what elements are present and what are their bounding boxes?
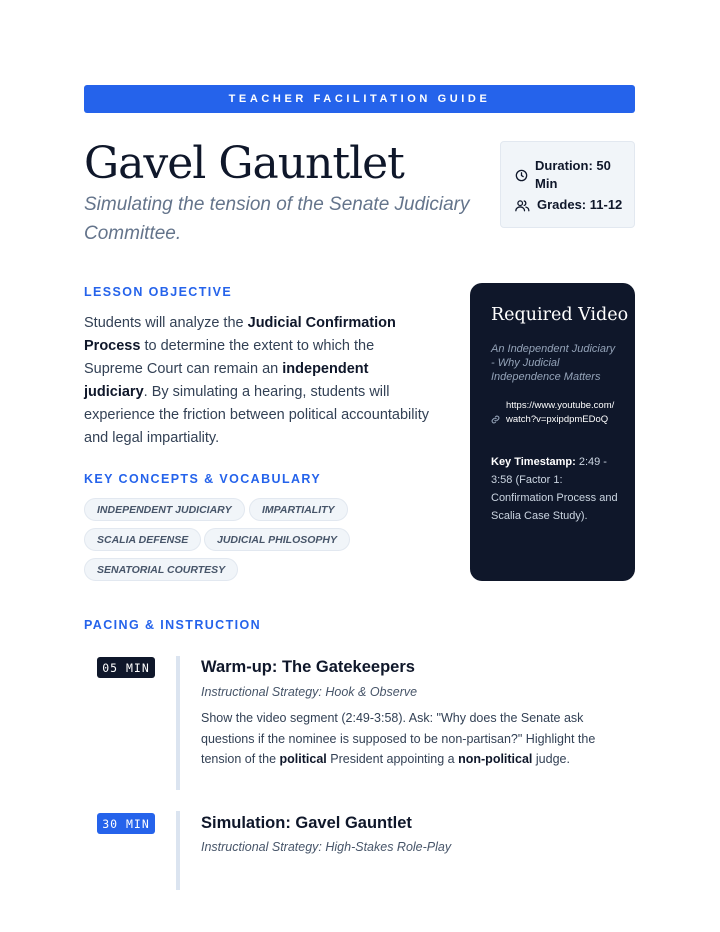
grades-row bbox=[515, 196, 630, 214]
video-subtitle: An Independent Judiciary - Why Judicial Independence Matters bbox=[491, 343, 616, 383]
video-url-link[interactable]: https://www.youtube.com/watch?v=pxipdpmEDoQ bbox=[506, 400, 615, 425]
concept-chip: SCALIA DEFENSE bbox=[84, 528, 201, 551]
emphasis-text: non-political bbox=[458, 752, 533, 766]
body-text: Students will analyze the bbox=[84, 315, 248, 331]
users-icon bbox=[515, 199, 530, 212]
objective-label: LESSON OBJECTIVE bbox=[84, 285, 233, 299]
required-video-card bbox=[470, 283, 635, 581]
timestamp-label: Key Timestamp: bbox=[491, 456, 576, 468]
pace-title: Simulation: Gavel Gauntlet bbox=[201, 814, 412, 832]
duration-row bbox=[515, 157, 630, 193]
body-text: Show the video segment (2:49-3:58). Ask: "Why does the Senate ask questions if the nominee is supposed to be non-partisan?" Highlight the tension of the bbox=[201, 711, 596, 766]
emphasis-text: Judicial Confirmation Process bbox=[84, 315, 396, 354]
grades-text: Grades: 11-12 bbox=[537, 197, 623, 212]
lesson-objective-text bbox=[84, 312, 429, 450]
concept-chip: INDEPENDENT JUDICIARY bbox=[84, 498, 245, 521]
body-text: judge. bbox=[532, 752, 570, 766]
video-card-title: Required Video bbox=[491, 305, 629, 325]
pace-timeline-line bbox=[176, 656, 180, 790]
body-text: President appointing a bbox=[326, 752, 459, 766]
page-title: Gavel Gauntlet bbox=[84, 138, 404, 189]
concept-chip: JUDICIAL PHILOSOPHY bbox=[204, 528, 350, 551]
link-icon bbox=[491, 415, 500, 424]
pace-timeline-line bbox=[176, 811, 180, 890]
concept-chip: SENATORIAL COURTESY bbox=[84, 558, 238, 581]
guide-banner: TEACHER FACILITATION GUIDE bbox=[84, 85, 635, 113]
pace-duration-badge: 05 MIN bbox=[97, 657, 155, 678]
pace-title: Warm-up: The Gatekeepers bbox=[201, 658, 415, 676]
concept-chip: IMPARTIALITY bbox=[249, 498, 348, 521]
page-subtitle: Simulating the tension of the Senate Judiciary Committee. bbox=[84, 194, 470, 244]
concepts-label: KEY CONCEPTS & VOCABULARY bbox=[84, 472, 322, 486]
pace-strategy: Instructional Strategy: High-Stakes Role-Play bbox=[201, 840, 452, 854]
pacing-label: PACING & INSTRUCTION bbox=[84, 618, 262, 632]
timestamp-text: 2:49 - 3:58 (Factor 1: Confirmation Process and Scalia Case Study). bbox=[491, 456, 618, 522]
body-text: to determine the extent to which the Supreme Court can remain an bbox=[84, 338, 375, 377]
clock-icon bbox=[515, 169, 528, 182]
pace-body bbox=[201, 708, 626, 770]
lesson-meta-box bbox=[500, 141, 635, 228]
emphasis-text: independent judiciary bbox=[84, 361, 369, 400]
duration-text: Duration: 50 Min bbox=[535, 158, 611, 191]
pace-duration-badge: 30 MIN bbox=[97, 813, 155, 834]
video-timestamp bbox=[491, 453, 623, 525]
pace-strategy: Instructional Strategy: Hook & Observe bbox=[201, 685, 418, 699]
emphasis-text: political bbox=[279, 752, 327, 766]
body-text: . By simulating a hearing, students will experience the friction between political accountability and legal impartiality. bbox=[84, 384, 429, 446]
